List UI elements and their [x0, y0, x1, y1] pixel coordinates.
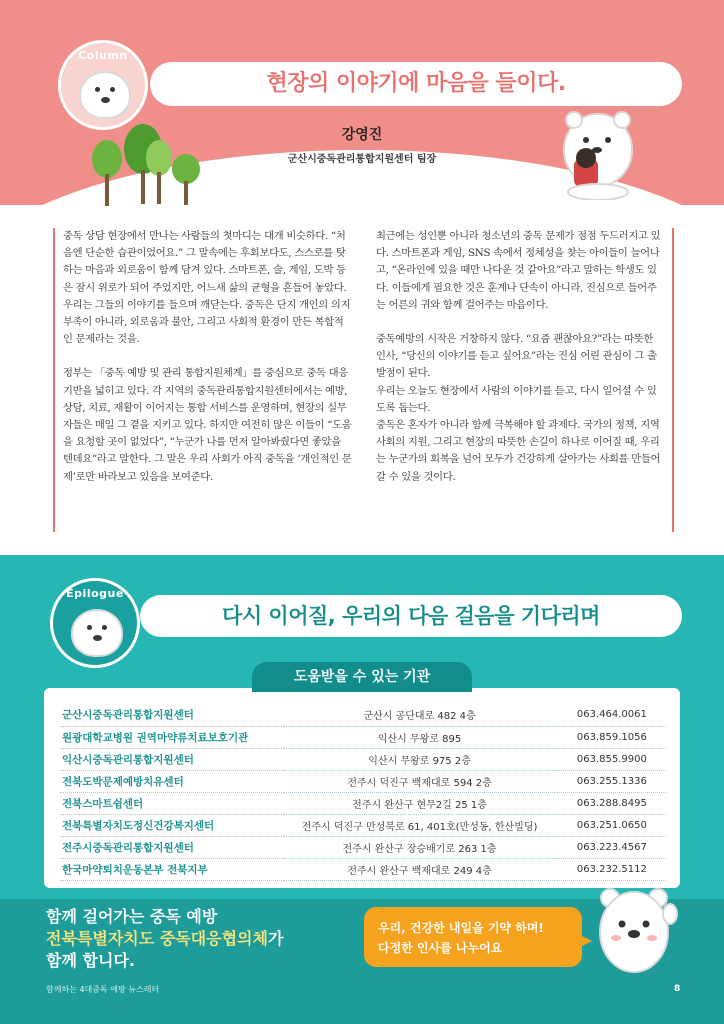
table-row — [60, 792, 666, 814]
agency-phone: 063.251.0650 — [555, 814, 666, 836]
agency-address: 전주시 덕진구 만성북로 61, 401호(만성동, 한산빌딩) — [284, 814, 555, 836]
slogan-line-3: 함께 합니다. — [46, 951, 135, 970]
tree-icon — [146, 140, 172, 206]
agency-name: 전북도박문제예방치유센터 — [60, 770, 284, 792]
agency-phone: 063.232.5112 — [555, 858, 666, 880]
speech-line-1: 우리, 건강한 내일을 기약 하며! — [378, 921, 544, 935]
paragraph: 정부는 「중독 예방 및 관리 통합지원체계」를 중심으로 중독 대응 기반을 넓히고 있다. 각 지역의 중독관리통합지원센터에서는 예방, 상담, 치료, 재활이 이어지는 통합 서비스를 운영하며, 현장의 실무자들은 매일 그 곁을 지키고 있다. 하지만 여전히 많은 이들이 “도움을 요청할 곳이 없었다”, “누군가 나를 먼저 알아봐줬다면 좋았을 텐데요”라고 말한다. 그 말은 우리 사회가 아직 중독을 ‘개인적인 문제’로만 바라보고 있음을 보여준다. — [63, 367, 352, 483]
paragraph: 최근에는 성인뿐 아니라 청소년의 중독 문제가 점점 두드러지고 있다. 스마트폰과 게임, SNS 속에서 정체성을 찾는 아이들이 늘어나고, “온라인에 있을 때만 나다운 것 같아요”라고 말하는 학생도 있다. 이들에게 필요한 것은 훈계나 단속이 아니라, 진심으로 들어주는 어른의 귀와 함께 걸어주는 마음이다. — [376, 230, 661, 311]
agency-address: 익산시 무왕로 895 — [284, 726, 555, 748]
epilogue-badge — [50, 578, 140, 668]
agency-name: 원광대학교병원 권역마약류치료보호기관 — [60, 726, 284, 748]
agency-name: 전북특별자치도정신건강복지센터 — [60, 814, 284, 836]
agency-address: 전주시 덕진구 백제대로 594 2층 — [284, 770, 555, 792]
column-badge — [58, 40, 148, 130]
author-role: 군산시중독관리통합지원센터 팀장 — [287, 154, 437, 165]
bear-mascot-icon — [71, 609, 123, 657]
agency-address: 군산시 공단대로 482 4층 — [284, 704, 555, 726]
agency-phone: 063.223.4567 — [555, 836, 666, 858]
agency-name: 전주시중독관리통합지원센터 — [60, 836, 284, 858]
agency-phone: 063.255.1336 — [555, 770, 666, 792]
column-title: 현장의 이야기에 마음을 들이다. — [266, 71, 566, 96]
agency-address: 익산시 무왕로 975 2층 — [284, 748, 555, 770]
column-right-text — [376, 228, 664, 486]
table-row — [60, 858, 666, 880]
slogan-line-1: 함께 걸어가는 중독 예방 — [46, 907, 218, 926]
newsletter-footer: 함께하는 4대중독 예방 뉴스레터 — [46, 985, 160, 994]
slogan-highlight: 전북특별자치도 중독대응협의체 — [46, 929, 268, 948]
agency-phone: 063.855.9900 — [555, 748, 666, 770]
epilogue-badge-label: Epilogue — [66, 587, 124, 600]
table-row — [60, 770, 666, 792]
table-row — [60, 814, 666, 836]
column-badge-label: Column — [78, 49, 128, 62]
paragraph: 중독예방의 시작은 거창하지 않다. “요즘 괜찮아요?”라는 따뜻한 인사, “당신의 이야기를 듣고 싶어요”라는 진심 어린 관심이 그 출발점이 된다. — [376, 333, 657, 380]
hugging-bears-icon — [556, 110, 636, 200]
slogan — [46, 906, 283, 972]
agency-name: 군산시중독관리통합지원센터 — [60, 704, 284, 726]
agency-name: 한국마약퇴치운동본부 전북지부 — [60, 858, 284, 880]
table-row — [60, 704, 666, 726]
table-row — [60, 726, 666, 748]
page-number: 8 — [674, 984, 681, 994]
paragraph: 우리는 오늘도 현장에서 사람의 이야기를 듣고, 다시 일어설 수 있도록 돕는다. — [376, 384, 657, 414]
agency-address: 전주시 완산구 현무2길 25 1층 — [284, 792, 555, 814]
agency-table — [60, 704, 666, 881]
agency-name: 익산시중독관리통합지원센터 — [60, 748, 284, 770]
table-row — [60, 748, 666, 770]
table-row — [60, 836, 666, 858]
left-column-rule — [53, 228, 55, 532]
slogan-line-2 — [46, 928, 283, 950]
help-agencies-title: 도움받을 수 있는 기관 — [252, 662, 472, 692]
slogan-particle: 가 — [267, 929, 284, 948]
column-left-text — [63, 228, 353, 486]
author-name: 강영진 — [341, 127, 383, 143]
paragraph: 중독 상담 현장에서 만나는 사람들의 첫마디는 대개 비슷하다. “처음엔 단순한 습관이었어요.” 그 말속에는 후회보다도, 스스로를 탓하는 마음과 외로움이 함께 담겨 있다. 스마트폰, 술, 게임, 도박 등은 잠시 위로가 되어 주었지만, 어느새 삶의 균형을 흔들어 놓았다. 우리는 그들의 이야기를 들으며 깨닫는다. 중독은 단지 개인의 의지 부족이 아니라, 외로움과 불안, 그리고 사회적 환경이 만든 복합적인 문제라는 것을. — [63, 230, 351, 346]
waving-bear-mascot-icon — [596, 884, 678, 980]
speech-bubble — [364, 907, 582, 967]
agency-phone: 063.464.0061 — [555, 704, 666, 726]
tree-icon — [92, 140, 122, 208]
agency-address: 전주시 완산구 백제대로 249 4층 — [284, 858, 555, 880]
right-column-rule — [672, 228, 674, 532]
paragraph: 중독은 혼자가 아니라 함께 극복해야 할 과제다. 국가의 정책, 지역사회의 지원, 그리고 현장의 따뜻한 손길이 하나로 이어질 때, 우리는 누군가의 회복을 넘어 모두가 건강하게 살아가는 사회를 만들어갈 수 있을 것이다. — [376, 419, 661, 483]
speech-line-2: 다정한 인사를 나누어요 — [378, 941, 503, 955]
column-title-pill — [150, 62, 682, 106]
tree-icon — [172, 154, 200, 206]
bear-mascot-icon — [79, 71, 131, 119]
agency-phone: 063.288.8495 — [555, 792, 666, 814]
agency-phone: 063.859.1056 — [555, 726, 666, 748]
epilogue-title-pill — [140, 595, 682, 637]
epilogue-title: 다시 이어질, 우리의 다음 걸음을 기다리며 — [222, 604, 600, 628]
agency-address: 전주시 완산구 장승배기로 263 1층 — [284, 836, 555, 858]
agency-name: 전북스마트쉼센터 — [60, 792, 284, 814]
